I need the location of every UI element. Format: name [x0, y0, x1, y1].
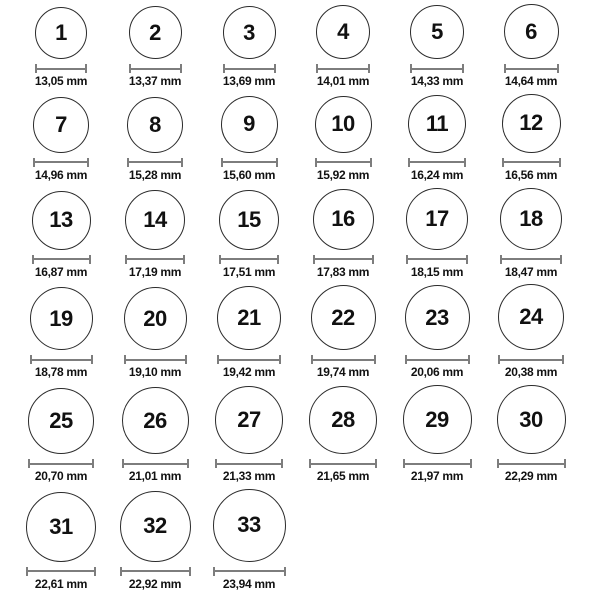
diameter-ruler-icon [498, 355, 564, 364]
diameter-ruler-icon [125, 255, 185, 264]
size-circle [219, 190, 279, 250]
size-number: 10 [331, 111, 355, 137]
size-number: 3 [243, 19, 255, 45]
diameter-label: 15,92 mm [316, 167, 370, 182]
diameter-ruler-icon [316, 64, 370, 73]
diameter-ruler-icon [309, 459, 377, 468]
ring-size-item [296, 385, 390, 489]
diameter-label: 16,56 mm [504, 167, 558, 182]
diameter-ruler-icon [28, 459, 94, 468]
ring-size-item [202, 385, 296, 489]
size-circle [405, 285, 470, 350]
size-circle [221, 96, 278, 153]
size-number: 32 [143, 513, 167, 539]
diameter-label: 21,65 mm [316, 469, 370, 484]
diameter-label: 14,96 mm [34, 167, 88, 182]
size-number: 16 [331, 206, 355, 232]
diameter-label: 22,29 mm [504, 469, 558, 484]
diameter-ruler-icon [502, 158, 561, 167]
diameter-ruler-icon [127, 158, 183, 167]
diameter-ruler-icon [219, 255, 279, 264]
size-number: 18 [519, 205, 543, 231]
size-number: 11 [425, 110, 449, 136]
diameter-label: 14,64 mm [504, 74, 558, 88]
ring-size-item [108, 4, 202, 94]
size-number: 29 [425, 406, 449, 432]
size-number: 22 [331, 304, 355, 330]
diameter-label: 19,42 mm [222, 365, 276, 380]
diameter-label: 18,78 mm [34, 365, 88, 380]
ring-size-item [108, 385, 202, 489]
diameter-label: 17,51 mm [222, 264, 276, 279]
size-circle [403, 385, 472, 454]
size-circle [497, 385, 566, 454]
ring-size-item [108, 188, 202, 285]
ring-size-item [202, 94, 296, 188]
diameter-label: 21,97 mm [410, 469, 464, 484]
diameter-ruler-icon [221, 158, 278, 167]
ring-size-item [108, 489, 202, 597]
diameter-label: 13,37 mm [128, 74, 182, 88]
ring-size-item [108, 284, 202, 385]
diameter-ruler-icon [406, 255, 468, 264]
diameter-label: 15,28 mm [128, 167, 182, 182]
ring-size-item [14, 4, 108, 94]
size-circle [217, 286, 281, 350]
size-circle [408, 95, 466, 153]
size-circle [215, 386, 283, 454]
size-number: 25 [49, 408, 73, 434]
size-number: 20 [143, 305, 167, 331]
diameter-label: 21,01 mm [128, 469, 182, 484]
size-number: 28 [331, 407, 355, 433]
size-number: 27 [237, 407, 261, 433]
ring-size-item [14, 188, 108, 285]
size-circle [315, 96, 372, 153]
size-number: 15 [237, 206, 261, 232]
ring-size-item [14, 284, 108, 385]
diameter-label: 16,87 mm [34, 264, 88, 279]
diameter-ruler-icon [129, 64, 182, 73]
diameter-ruler-icon [120, 567, 191, 576]
diameter-label: 18,47 mm [504, 264, 558, 279]
diameter-ruler-icon [500, 255, 562, 264]
diameter-label: 23,94 mm [222, 576, 276, 591]
size-number: 17 [425, 205, 449, 231]
ring-size-item [484, 4, 578, 94]
size-number: 33 [237, 512, 261, 538]
size-circle [498, 284, 564, 350]
diameter-ruler-icon [213, 567, 286, 576]
size-circle [122, 387, 189, 454]
ring-size-item [484, 188, 578, 285]
ring-size-item [202, 489, 296, 597]
size-circle [28, 388, 94, 454]
size-number: 12 [519, 110, 543, 136]
diameter-ruler-icon [504, 64, 559, 73]
size-number: 5 [431, 19, 443, 44]
diameter-label: 21,33 mm [222, 469, 276, 484]
size-circle [125, 190, 185, 250]
size-circle [33, 97, 89, 153]
ring-size-item [390, 94, 484, 188]
size-number: 31 [49, 513, 73, 539]
size-circle [223, 6, 276, 59]
size-number: 8 [149, 111, 161, 137]
size-number: 2 [149, 19, 161, 45]
diameter-ruler-icon [408, 158, 466, 167]
diameter-label: 14,33 mm [410, 74, 464, 88]
size-number: 1 [55, 20, 67, 45]
size-circle [406, 188, 468, 250]
diameter-ruler-icon [313, 255, 374, 264]
size-circle [316, 5, 370, 59]
size-circle [313, 189, 374, 250]
size-circle [502, 94, 561, 153]
diameter-label: 13,05 mm [34, 74, 88, 88]
size-number: 19 [49, 305, 73, 331]
diameter-label: 19,10 mm [128, 365, 182, 380]
diameter-label: 22,92 mm [128, 576, 182, 591]
diameter-ruler-icon [26, 567, 96, 576]
size-circle [120, 491, 191, 562]
size-circle [311, 285, 376, 350]
diameter-label: 17,19 mm [128, 264, 182, 279]
size-circle [127, 97, 183, 153]
diameter-ruler-icon [30, 355, 93, 364]
ring-size-item [484, 385, 578, 489]
diameter-ruler-icon [215, 459, 283, 468]
size-circle [129, 6, 182, 59]
size-circle [500, 188, 562, 250]
diameter-ruler-icon [35, 64, 87, 73]
size-circle [26, 492, 96, 562]
size-circle [32, 191, 91, 250]
diameter-ruler-icon [410, 64, 464, 73]
ring-size-item [202, 188, 296, 285]
size-circle [410, 5, 464, 59]
diameter-label: 20,06 mm [410, 365, 464, 380]
diameter-ruler-icon [122, 459, 189, 468]
ring-size-item [296, 4, 390, 94]
diameter-label: 17,83 mm [316, 264, 370, 279]
diameter-ruler-icon [315, 158, 372, 167]
size-number: 7 [55, 111, 67, 137]
diameter-ruler-icon [311, 355, 376, 364]
diameter-label: 20,70 mm [34, 469, 88, 484]
ring-size-item [484, 284, 578, 385]
diameter-label: 22,61 mm [34, 576, 88, 591]
size-number: 26 [143, 407, 167, 433]
diameter-label: 16,24 mm [410, 167, 464, 182]
diameter-ruler-icon [223, 64, 276, 73]
size-number: 24 [519, 304, 543, 330]
diameter-label: 14,01 mm [316, 74, 370, 88]
ring-size-item [484, 94, 578, 188]
diameter-ruler-icon [217, 355, 281, 364]
ring-size-item [108, 94, 202, 188]
diameter-label: 13,69 mm [222, 74, 276, 88]
ring-size-item [390, 4, 484, 94]
ring-size-item [390, 284, 484, 385]
size-circle [30, 287, 93, 350]
size-circle [35, 7, 87, 59]
diameter-ruler-icon [32, 255, 91, 264]
ring-size-item [390, 188, 484, 285]
size-circle [504, 4, 559, 59]
size-number: 14 [143, 206, 167, 232]
diameter-ruler-icon [497, 459, 566, 468]
diameter-ruler-icon [33, 158, 89, 167]
ring-size-item [202, 284, 296, 385]
ring-size-item [202, 4, 296, 94]
diameter-label: 19,74 mm [316, 365, 370, 380]
ring-size-item [14, 489, 108, 597]
ring-size-item [14, 94, 108, 188]
size-number: 30 [519, 406, 543, 432]
size-number: 4 [337, 19, 349, 44]
ring-size-item [296, 188, 390, 285]
size-number: 21 [237, 305, 261, 331]
diameter-label: 18,15 mm [410, 264, 464, 279]
diameter-ruler-icon [124, 355, 187, 364]
ring-size-item [296, 94, 390, 188]
diameter-ruler-icon [403, 459, 472, 468]
diameter-ruler-icon [405, 355, 470, 364]
size-circle [124, 287, 187, 350]
diameter-label: 20,38 mm [504, 365, 558, 380]
size-circle [213, 489, 286, 562]
size-number: 13 [49, 207, 73, 233]
size-number: 23 [425, 304, 449, 330]
diameter-label: 15,60 mm [222, 167, 276, 182]
ring-size-item [390, 385, 484, 489]
size-circle [309, 386, 377, 454]
size-number: 9 [243, 111, 255, 137]
ring-size-item [296, 284, 390, 385]
size-number: 6 [525, 18, 537, 44]
ring-size-item [14, 385, 108, 489]
